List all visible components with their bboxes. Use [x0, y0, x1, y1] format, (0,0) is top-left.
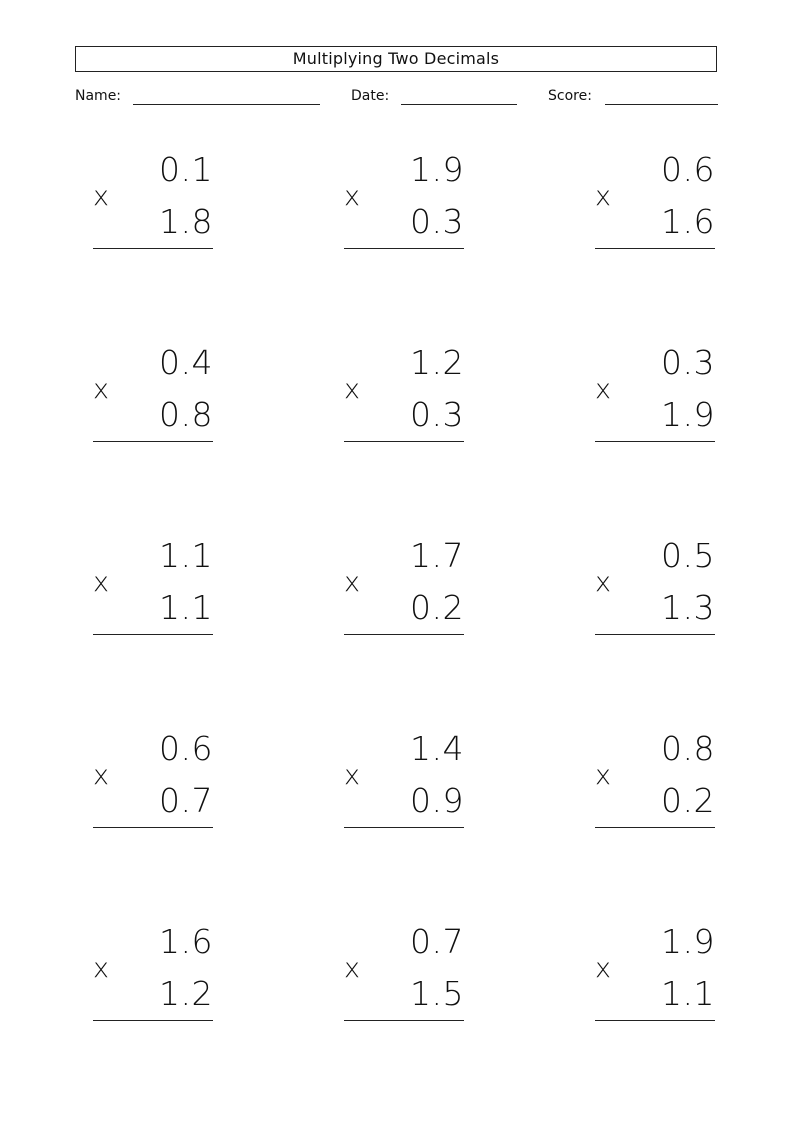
multiply-sign: x — [93, 953, 109, 984]
problem-10 — [93, 729, 215, 839]
multiply-sign: x — [344, 567, 360, 598]
problem-bottom-operand: 1.3 — [661, 588, 715, 627]
multiply-sign: x — [595, 953, 611, 984]
problem-1 — [93, 150, 215, 260]
problem-top-operand: 0.4 — [159, 343, 213, 382]
problem-top-operand: 1.1 — [159, 536, 213, 575]
problem-bottom-operand: 0.7 — [159, 781, 213, 820]
answer-line[interactable] — [344, 1020, 464, 1021]
problem-11 — [344, 729, 466, 839]
worksheet-title: Multiplying Two Decimals — [75, 46, 717, 72]
multiply-sign: x — [93, 760, 109, 791]
problem-bottom-operand: 1.8 — [159, 202, 213, 241]
problem-bottom-operand: 0.8 — [159, 395, 213, 434]
problem-14 — [344, 922, 466, 1032]
problem-12 — [595, 729, 717, 839]
problem-2 — [344, 150, 466, 260]
multiply-sign: x — [595, 181, 611, 212]
multiply-sign: x — [595, 374, 611, 405]
answer-line[interactable] — [93, 248, 213, 249]
name-label: Name: — [75, 88, 122, 104]
problem-9 — [595, 536, 717, 646]
multiply-sign: x — [595, 567, 611, 598]
problem-8 — [344, 536, 466, 646]
problem-bottom-operand: 0.9 — [410, 781, 464, 820]
answer-line[interactable] — [595, 441, 715, 442]
answer-line[interactable] — [595, 634, 715, 635]
date-label: Date: — [351, 88, 390, 104]
problem-15 — [595, 922, 717, 1032]
problem-top-operand: 1.9 — [661, 922, 715, 961]
multiply-sign: x — [595, 760, 611, 791]
problem-top-operand: 1.2 — [410, 343, 464, 382]
answer-line[interactable] — [344, 248, 464, 249]
problem-13 — [93, 922, 215, 1032]
multiply-sign: x — [344, 953, 360, 984]
answer-line[interactable] — [595, 1020, 715, 1021]
problem-top-operand: 0.7 — [410, 922, 464, 961]
problem-5 — [344, 343, 466, 453]
problem-top-operand: 0.8 — [661, 729, 715, 768]
answer-line[interactable] — [93, 441, 213, 442]
problem-bottom-operand: 1.1 — [661, 974, 715, 1013]
problem-bottom-operand: 1.5 — [410, 974, 464, 1013]
problem-bottom-operand: 0.2 — [410, 588, 464, 627]
answer-line[interactable] — [595, 248, 715, 249]
answer-line[interactable] — [344, 441, 464, 442]
problem-top-operand: 1.6 — [159, 922, 213, 961]
problem-bottom-operand: 0.3 — [410, 395, 464, 434]
problem-top-operand: 0.6 — [661, 150, 715, 189]
problem-bottom-operand: 0.2 — [661, 781, 715, 820]
problem-top-operand: 0.5 — [661, 536, 715, 575]
answer-line[interactable] — [93, 634, 213, 635]
multiply-sign: x — [344, 374, 360, 405]
multiply-sign: x — [344, 760, 360, 791]
answer-line[interactable] — [595, 827, 715, 828]
problem-top-operand: 0.1 — [159, 150, 213, 189]
problem-top-operand: 0.6 — [159, 729, 213, 768]
answer-line[interactable] — [344, 634, 464, 635]
multiply-sign: x — [93, 181, 109, 212]
problem-top-operand: 1.7 — [410, 536, 464, 575]
problem-4 — [93, 343, 215, 453]
answer-line[interactable] — [344, 827, 464, 828]
problem-3 — [595, 150, 717, 260]
problem-bottom-operand: 0.3 — [410, 202, 464, 241]
multiply-sign: x — [93, 567, 109, 598]
problem-bottom-operand: 1.2 — [159, 974, 213, 1013]
problem-bottom-operand: 1.6 — [661, 202, 715, 241]
answer-line[interactable] — [93, 1020, 213, 1021]
answer-line[interactable] — [93, 827, 213, 828]
problem-bottom-operand: 1.1 — [159, 588, 213, 627]
problem-top-operand: 0.3 — [661, 343, 715, 382]
score-label: Score: — [548, 88, 592, 104]
problem-bottom-operand: 1.9 — [661, 395, 715, 434]
multiply-sign: x — [344, 181, 360, 212]
problem-7 — [93, 536, 215, 646]
problem-top-operand: 1.9 — [410, 150, 464, 189]
problem-6 — [595, 343, 717, 453]
multiply-sign: x — [93, 374, 109, 405]
problem-top-operand: 1.4 — [410, 729, 464, 768]
